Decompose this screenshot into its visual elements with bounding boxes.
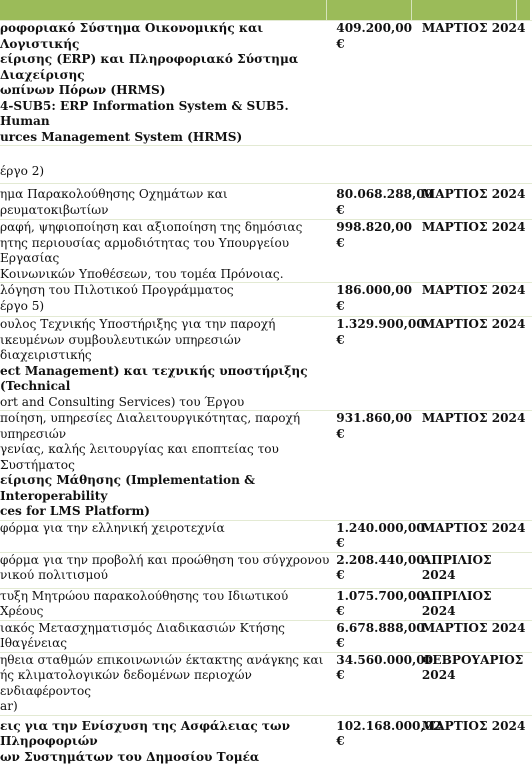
description-line: φόρμα για την προβολή και προώθηση του σύγχρονου: [0, 553, 330, 569]
project-description: [0, 283, 334, 317]
amount-cell: 998.820,00 €: [334, 220, 420, 283]
description-line: ής κλιματολογικών δεδομένων περιοχών ενδιαφέροντος: [0, 668, 330, 699]
description-line: ητης περιουσίας αρμοδιότητας του Υπουργείου Εργασίας: [0, 236, 330, 267]
amount-cell: 931.860,00 €: [334, 411, 420, 521]
project-description: [0, 21, 334, 146]
description-line: ort and Consulting Services) του Έργου: [0, 395, 330, 411]
amount-cell: [334, 146, 420, 184]
table-row: [0, 21, 532, 146]
month-cell: [420, 588, 532, 620]
project-description: [0, 146, 334, 184]
month-cell: ΜΑΡΤΙΟΣ 2024: [420, 21, 532, 146]
description-line: ουλος Τεχνικής Υποστήριξης για την παροχή: [0, 317, 330, 333]
amount-cell: 1.075.700,00 €: [334, 588, 420, 620]
table-row: [0, 283, 532, 317]
description-line: ραφή, ψηφιοποίηση και αξιοποίηση της δημόσιας: [0, 220, 330, 236]
description-line: ποίηση, υπηρεσίες Διαλειτουργικότητας, παροχή υπηρεσιών: [0, 411, 330, 442]
project-description: [0, 520, 334, 552]
project-description: [0, 184, 334, 220]
month-cell: ΜΑΡΤΙΟΣ 2024: [420, 184, 532, 220]
description-line: ημα Παρακολούθησης Οχημάτων και: [0, 187, 330, 203]
description-line: εις για την Ενίσχυση της Ασφάλειας των Πληροφοριών: [0, 719, 330, 750]
month-cell: ΜΑΡΤΙΟΣ 2024: [420, 220, 532, 283]
description-line: ωπίνων Πόρων (HRMS): [0, 83, 330, 99]
table-row: [0, 652, 532, 715]
amount-cell: 1.329.900,00 €: [334, 317, 420, 411]
description-line: φόρμα για την ελληνική χειροτεχνία: [0, 521, 330, 537]
month-cell: ΜΑΡΤΙΟΣ 2024: [420, 283, 532, 317]
project-description: [0, 715, 334, 765]
description-line: γενίας, καλής λειτουργίας και εποπτείας του Συστήματος: [0, 442, 330, 473]
description-line: ικευμένων συμβουλευτικών υπηρεσιών διαχειριστικής: [0, 333, 330, 364]
project-description: [0, 411, 334, 521]
table-header-band: [0, 0, 530, 20]
header-cell-description: [0, 0, 327, 20]
month-cell: ΜΑΡΤΙΟΣ 2024: [420, 715, 532, 765]
table-row: [0, 520, 532, 552]
description-line: ων Συστημάτων του Δημοσίου Τομέα: [0, 750, 330, 765]
description-line: ar): [0, 699, 330, 715]
projects-table: [0, 20, 532, 765]
month-cell: [420, 146, 532, 184]
amount-cell: 34.560.000,00 €: [334, 652, 420, 715]
description-line: έργο 2): [0, 164, 330, 180]
project-description: [0, 317, 334, 411]
month-cell: ΜΑΡΤΙΟΣ 2024: [420, 317, 532, 411]
description-line: τυξη Μητρώου παρακολούθησης του Ιδιωτικού Χρέους: [0, 589, 330, 620]
month-cell: ΦΕΒΡΟΥΑΡΙΟΣ 2024: [420, 652, 532, 715]
month-cell: ΜΑΡΤΙΟΣ 2024: [420, 411, 532, 521]
description-line: 4-SUB5: ERP Information System & SUB5. Human: [0, 99, 330, 130]
table-row: [0, 146, 532, 184]
description-line: ρευματοκιβωτίων: [0, 203, 330, 219]
description-line: urces Management System (HRMS): [0, 130, 330, 146]
month-cell: ΜΑΡΤΙΟΣ 2024: [420, 520, 532, 552]
description-line: ροφοριακό Σύστημα Οικονομικής και Λογιστικής: [0, 21, 330, 52]
amount-cell: 102.168.000,02 €: [334, 715, 420, 765]
description-line: είρισης (ERP) και Πληροφοριακό Σύστημα Διαχείρισης: [0, 52, 330, 83]
table-row: [0, 184, 532, 220]
header-cell-amount: [327, 0, 412, 20]
description-line: νικού πολιτισμού: [0, 568, 330, 584]
table-row: [0, 317, 532, 411]
table-row: [0, 715, 532, 765]
table-row: [0, 552, 532, 588]
amount-cell: 1.240.000,00 €: [334, 520, 420, 552]
amount-cell: 186.000,00 €: [334, 283, 420, 317]
month-cell: ΑΠΡΙΛΙΟΣ 2024: [420, 552, 532, 588]
amount-cell: 6.678.888,00 €: [334, 620, 420, 652]
amount-cell: 80.068.288,00 €: [334, 184, 420, 220]
description-line: ιακός Μετασχηματισμός Διαδικασιών Κτήσης Ιθαγένειας: [0, 621, 330, 652]
description-line: ces for LMS Platform): [0, 504, 330, 520]
table-row: [0, 411, 532, 521]
project-description: [0, 588, 334, 620]
table-row: [0, 620, 532, 652]
amount-cell: 409.200,00 €: [334, 21, 420, 146]
table-row: [0, 588, 532, 620]
description-line: έργο 5): [0, 299, 330, 315]
header-cell-month: [412, 0, 517, 20]
description-line: είρισης Μάθησης (Implementation & Interoperability: [0, 473, 330, 504]
project-description: [0, 220, 334, 283]
amount-cell: 2.208.440,00 €: [334, 552, 420, 588]
project-description: [0, 552, 334, 588]
table-row: [0, 220, 532, 283]
description-line: λόγηση του Πιλοτικού Προγράμματος: [0, 283, 330, 299]
month-text: ΑΠΡΙΛΙΟΣ 2024: [422, 589, 492, 619]
project-description: [0, 620, 334, 652]
month-cell: ΜΑΡΤΙΟΣ 2024: [420, 620, 532, 652]
description-line: ect Management) και τεχνικής υποστήριξης (Technical: [0, 364, 330, 395]
description-line: Κοινωνικών Υποθέσεων, του τομέα Πρόνοιας.: [0, 267, 330, 283]
project-description: [0, 652, 334, 715]
description-line: ηθεια σταθμών επικοινωνιών έκτακτης ανάγκης και: [0, 653, 330, 669]
